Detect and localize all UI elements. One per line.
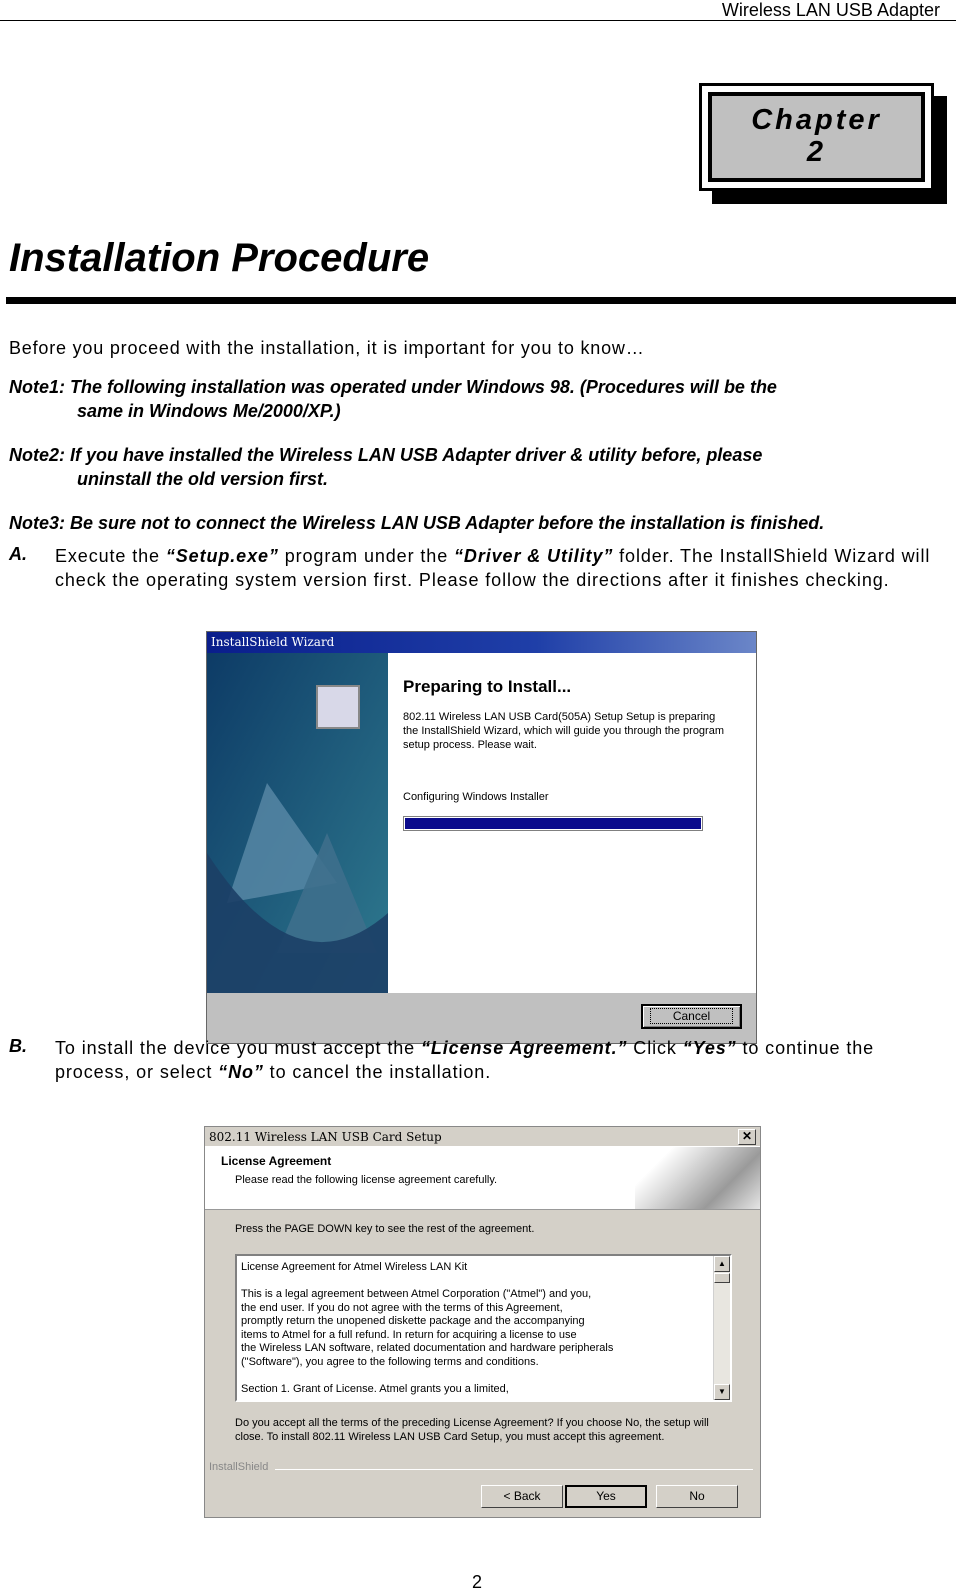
step-b-text: To install the device you must accept the “License Agreement.” Click “Yes” to continue the process, or select “No” to cancel the installation. [55, 1038, 875, 1082]
page-title: Installation Procedure [9, 236, 430, 280]
ss2-page-hint: Press the PAGE DOWN key to see the rest of the agreement. [235, 1223, 535, 1235]
note-1-line2: same in Windows Me/2000/XP.) [77, 401, 341, 421]
page-number: 2 [472, 1572, 483, 1592]
note-1-line1: Note1: The following installation was operated under Windows 98. (Procedures will be the [9, 377, 777, 397]
ss1-status: Configuring Windows Installer [403, 791, 549, 803]
driver-folder-name: “Driver & Utility” [454, 546, 614, 566]
header-rule [0, 20, 956, 21]
no-button[interactable]: No [656, 1485, 738, 1508]
setup-exe-name: “Setup.exe” [165, 546, 279, 566]
back-button[interactable]: < Back [481, 1485, 563, 1508]
ss1-body: 802.11 Wireless LAN USB Card(505A) Setup Setup is preparing the InstallShield Wizard, which will guide you through the program setup process. Please wait. [403, 711, 724, 751]
ss2-header-title: License Agreement [221, 1154, 332, 1168]
ss1-content [388, 653, 756, 993]
ss1-progress-bar [403, 816, 703, 831]
chapter-box [708, 92, 925, 182]
chapter-label: Chapter [751, 104, 882, 137]
close-icon[interactable]: ✕ [738, 1129, 756, 1145]
note-2-line1: Note2: If you have installed the Wireless LAN USB Adapter driver & utility before, please [9, 445, 763, 465]
ss1-heading: Preparing to Install... [403, 677, 572, 696]
note-3 [9, 511, 949, 535]
ss1-progress-fill [405, 818, 701, 829]
license-agreement-name: “License Agreement.” [420, 1038, 628, 1058]
step-a-letter: A. [9, 544, 27, 564]
page-curl-graphic [635, 1147, 760, 1209]
yes-name: “Yes” [682, 1038, 737, 1058]
scroll-thumb[interactable] [714, 1273, 730, 1283]
license-scrollbar[interactable] [713, 1256, 730, 1400]
ss2-header-subtitle: Please read the following license agreement carefully. [235, 1174, 498, 1186]
yes-button[interactable]: Yes [565, 1485, 647, 1508]
intro-paragraph: Before you proceed with the installation, it is important for you to know… [9, 338, 645, 358]
ss2-question: Do you accept all the terms of the preceding License Agreement? If you choose No, the setup will close. To install 802.11 Wireless LAN USB Card Setup, you must accept this agreement. [235, 1417, 709, 1443]
title-rule [6, 297, 956, 304]
step-a-text: Execute the “Setup.exe” program under the “Driver & Utility” folder. The InstallShield Wizard will check the operating system version first. Please follow the directions after it finishes checking. [55, 546, 931, 590]
wizard-art-icon [207, 653, 388, 993]
installshield-preparing-screenshot [206, 631, 757, 1044]
note-1 [9, 375, 949, 423]
ss2-header-panel [205, 1147, 760, 1210]
step-b-letter: B. [9, 1036, 27, 1056]
installshield-brand: InstallShield [209, 1461, 269, 1473]
scroll-down-icon[interactable]: ▼ [714, 1384, 730, 1400]
setup-icon [316, 685, 360, 729]
license-textbox[interactable] [235, 1254, 732, 1402]
chapter-number: 2 [806, 136, 827, 168]
running-header: Wireless LAN USB Adapter [721, 0, 940, 20]
license-text: License Agreement for Atmel Wireless LAN Kit This is a legal agreement between Atmel Corporation ("Atmel") and you, the end user. If you do not agree with the terms of this Agreement, promptly return the unopened diskette package and the accompanying items to Atmel for a full refund. In return for acquiring a license to use the Wireless LAN software, related documentation and hardware peripherals ("Software"), you agree to the following terms and conditions. Section 1. Grant of License. Atmel grants you a limited, [241, 1261, 614, 1395]
license-agreement-screenshot [204, 1126, 761, 1518]
ss2-window-title: 802.11 Wireless LAN USB Card Setup [205, 1127, 760, 1147]
brand-divider [275, 1469, 753, 1470]
installshield-side-art [207, 653, 388, 993]
note-2 [9, 443, 949, 491]
ss1-window-title: InstallShield Wizard [207, 632, 756, 653]
note-2-line2: uninstall the old version first. [77, 469, 329, 489]
scroll-up-icon[interactable]: ▲ [714, 1256, 730, 1272]
cancel-button[interactable]: Cancel [641, 1004, 742, 1029]
no-name: “No” [218, 1062, 264, 1082]
note-3-line1: Note3: Be sure not to connect the Wireless LAN USB Adapter before the installation is finished. [9, 513, 825, 533]
